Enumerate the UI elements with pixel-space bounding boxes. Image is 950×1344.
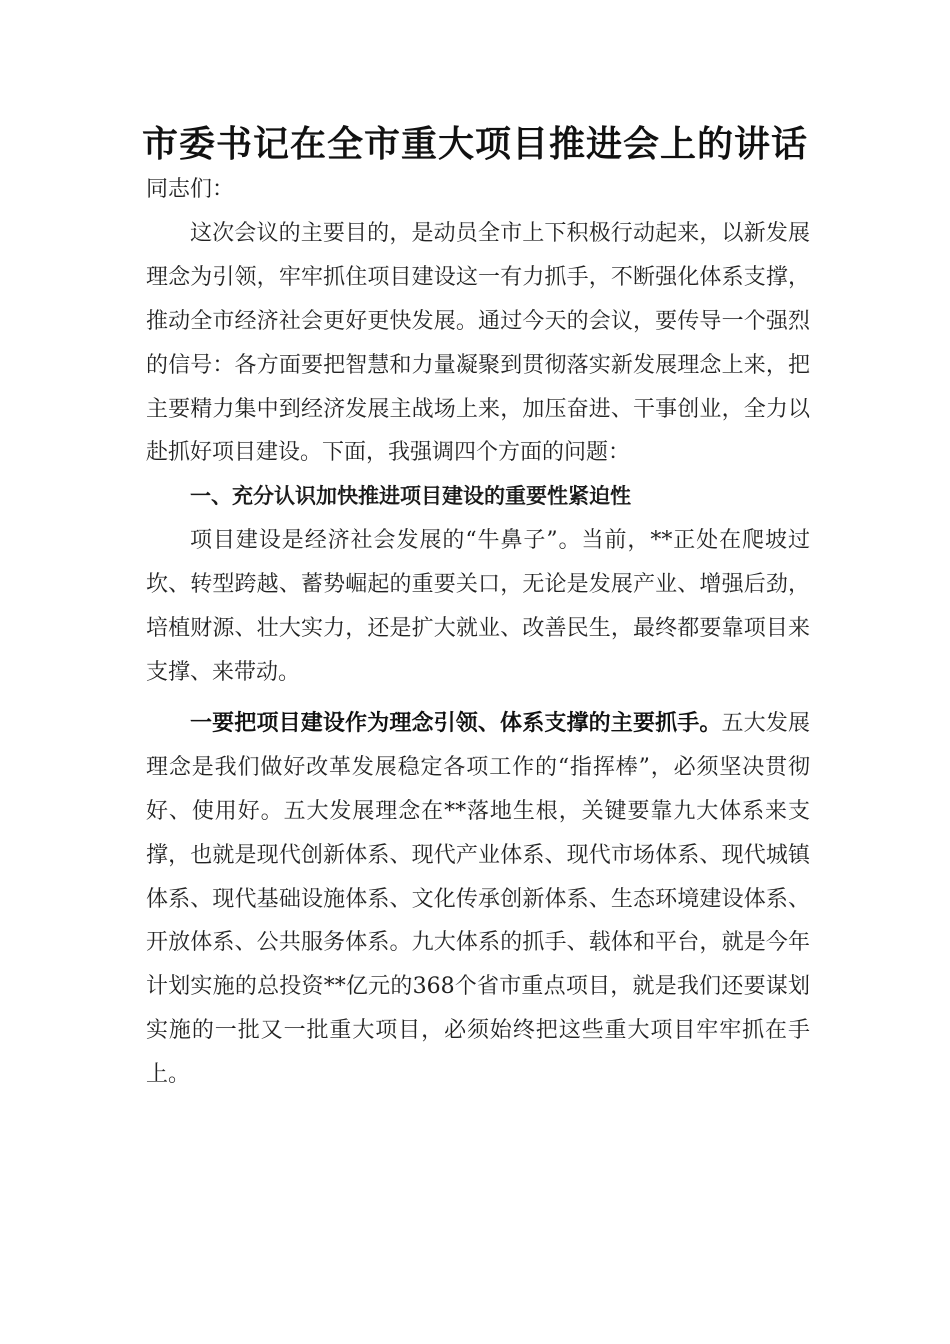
intro-paragraph: 这次会议的主要目的，是动员全市上下积极行动起来，以新发展理念为引领，牢牢抓住项目建设这一有力抓手，不断强化体系支撑，推动全市经济社会更好更快发展。通过今天的会议，要传导一个强烈的信号：各方面要把智慧和力量凝聚到贯彻落实新发展理念上来，把主要精力集中到经济发展主战场上来，加压奋进、干事创业，全力以赴抓好项目建设。下面，我强调四个方面的问题： xyxy=(146,220,810,466)
document-title: 市委书记在全市重大项目推进会上的讲话 xyxy=(141,123,808,165)
document-body xyxy=(146,168,810,1097)
section-paragraph: 项目建设是经济社会发展的“牛鼻子”。当前，**正处在爬坡过坎、转型跨越、蓄势崛起的重要关口，无论是发展产业、增强后劲，培植财源、壮大实力，还是扩大就业、改善民生，最终都要靠项目来支撑、来带动。 xyxy=(146,528,810,685)
section-heading: 一、充分认识加快推进项目建设的重要性紧迫性 xyxy=(190,484,631,509)
point-lead: 一要把项目建设作为理念引领、体系支撑的主要抓手。 xyxy=(190,709,722,736)
salutation: 同志们： xyxy=(146,177,235,202)
point-paragraph xyxy=(146,702,810,1097)
point-body: 五大发展理念是我们做好改革发展稳定各项工作的“指挥棒”，必须坚决贯彻好、使用好。五大发展理念在**落地生根，关键要靠九大体系来支撑，也就是现代创新体系、现代产业体系、现代市场体系、现代城镇体系、现代基础设施体系、文化传承创新体系、生态环境建设体系、开放体系、公共服务体系。九大体系的抓手、载体和平台，就是今年计划实施的总投资**亿元的368个省市重点项目，就是我们还要谋划实施的一批又一批重大项目，必须始终把这些重大项目牢牢抓在手上。 xyxy=(146,710,810,1088)
paragraph-gap xyxy=(146,695,810,702)
